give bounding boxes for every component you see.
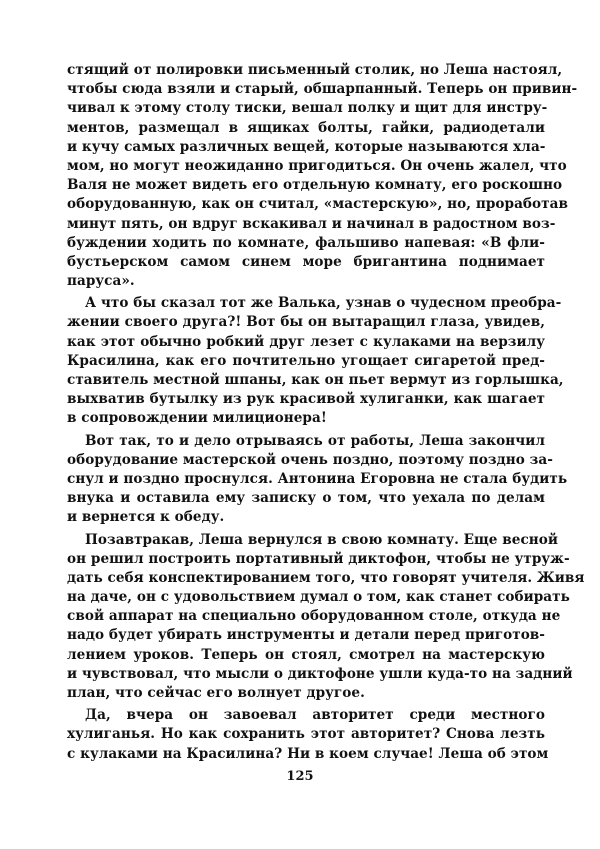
- text-line: на даче, он с удовольствием думал о том, как станет собирать: [67, 589, 570, 606]
- page-number: 125: [286, 769, 314, 784]
- text-line: с кулаками на Красилина? Ни в коем случае! Леша об этом: [67, 745, 549, 762]
- text-line: хулиганья. Но как сохранить этот авторитет? Снова лезть: [67, 726, 545, 743]
- text-line: оборудованную, как он считал, «мастерскую», но, проработав: [67, 196, 568, 213]
- text-line: выхватив бутылку из рук красивой хулиганки, как шагает: [67, 391, 545, 408]
- text-line: стящий от полировки письменный столик, но Леша настоял,: [67, 62, 563, 78]
- text-line: и вернется к обеду.: [67, 509, 225, 526]
- text-line: Валя не может видеть его отдельную комнату, его роскошно: [67, 177, 563, 194]
- text-line: в сопровождении милиционера!: [67, 410, 327, 427]
- text-line: мом, но могут неожиданно пригодиться. Он очень жалел, что: [67, 157, 567, 174]
- text-line: снул и поздно проснулся. Антонина Егоровна не стала будить: [67, 470, 568, 487]
- text-line: свой аппарат на специально оборудованном столе, откуда не: [67, 608, 561, 625]
- text-line: план, что сейчас его волнует другое.: [67, 685, 365, 701]
- text-line: минут пять, он вдруг вскакивал и начинал в радостном воз-: [67, 215, 556, 232]
- text-line: лением уроков. Теперь он стоял, смотрел на мастерскую: [67, 646, 545, 663]
- text-line: надо будет убирать инструменты и детали перед приготов-: [67, 627, 545, 644]
- text-line: чтобы сюда взяли и старый, обшарпанный. Теперь он привин-: [67, 81, 578, 98]
- text-line: как этот обычно робкий друг лезет с кулаками на верзилу: [67, 333, 545, 350]
- paragraph-2: [67, 294, 564, 428]
- paragraph-5: [67, 706, 549, 764]
- text-line: и кучу самых различных вещей, которые называются хла-: [67, 138, 546, 155]
- text-line: А что бы сказал тот же Валька, узнав о чудесном преобра-: [85, 295, 562, 312]
- text-line: жении своего друга?! Вот бы он вытаращил глаза, увидев,: [67, 314, 545, 331]
- paragraph-1: [67, 61, 578, 291]
- text-line: Да, вчера он завоевал авторитет среди местного: [85, 707, 545, 724]
- text-line: ставитель местной шпаны, как он пьет вермут из горлышка,: [67, 372, 564, 388]
- paragraph-3: [67, 432, 568, 528]
- text-line: чивал к этому столу тиски, вешал полку и щит для инстру-: [67, 100, 548, 117]
- text-line: внука и оставила ему записку о том, что уехала по делам: [67, 490, 545, 507]
- text-line: дать себя конспектированием того, что говорят учителя. Живя: [67, 569, 585, 586]
- text-line: Позавтракав, Леша вернулся в свою комнату. Еще весной: [85, 531, 559, 548]
- text-line: и чувствовал, что мысли о диктофоне ушли куда-то на задний: [67, 665, 573, 682]
- text-line: ментов, размещал в ящиках болты, гайки, радиодетали: [67, 119, 545, 136]
- text-line: Красилина, как его почтительно угощает сигаретой пред-: [67, 352, 545, 369]
- text-line: он решил построить портативный диктофон, чтобы не утруж-: [67, 550, 570, 567]
- text-line: буждении ходить по комнате, фальшиво напевая: «В фли-: [67, 234, 545, 251]
- paragraph-4: [67, 531, 585, 704]
- page-body: [67, 61, 585, 764]
- text-line: оборудование мастерской очень поздно, поэтому поздно за-: [67, 451, 553, 468]
- text-line: паруса».: [67, 273, 135, 290]
- text-line: бустьерском самом синем море бригантина поднимает: [67, 253, 545, 270]
- text-line: Вот так, то и дело отрываясь от работы, Леша закончил: [85, 432, 545, 449]
